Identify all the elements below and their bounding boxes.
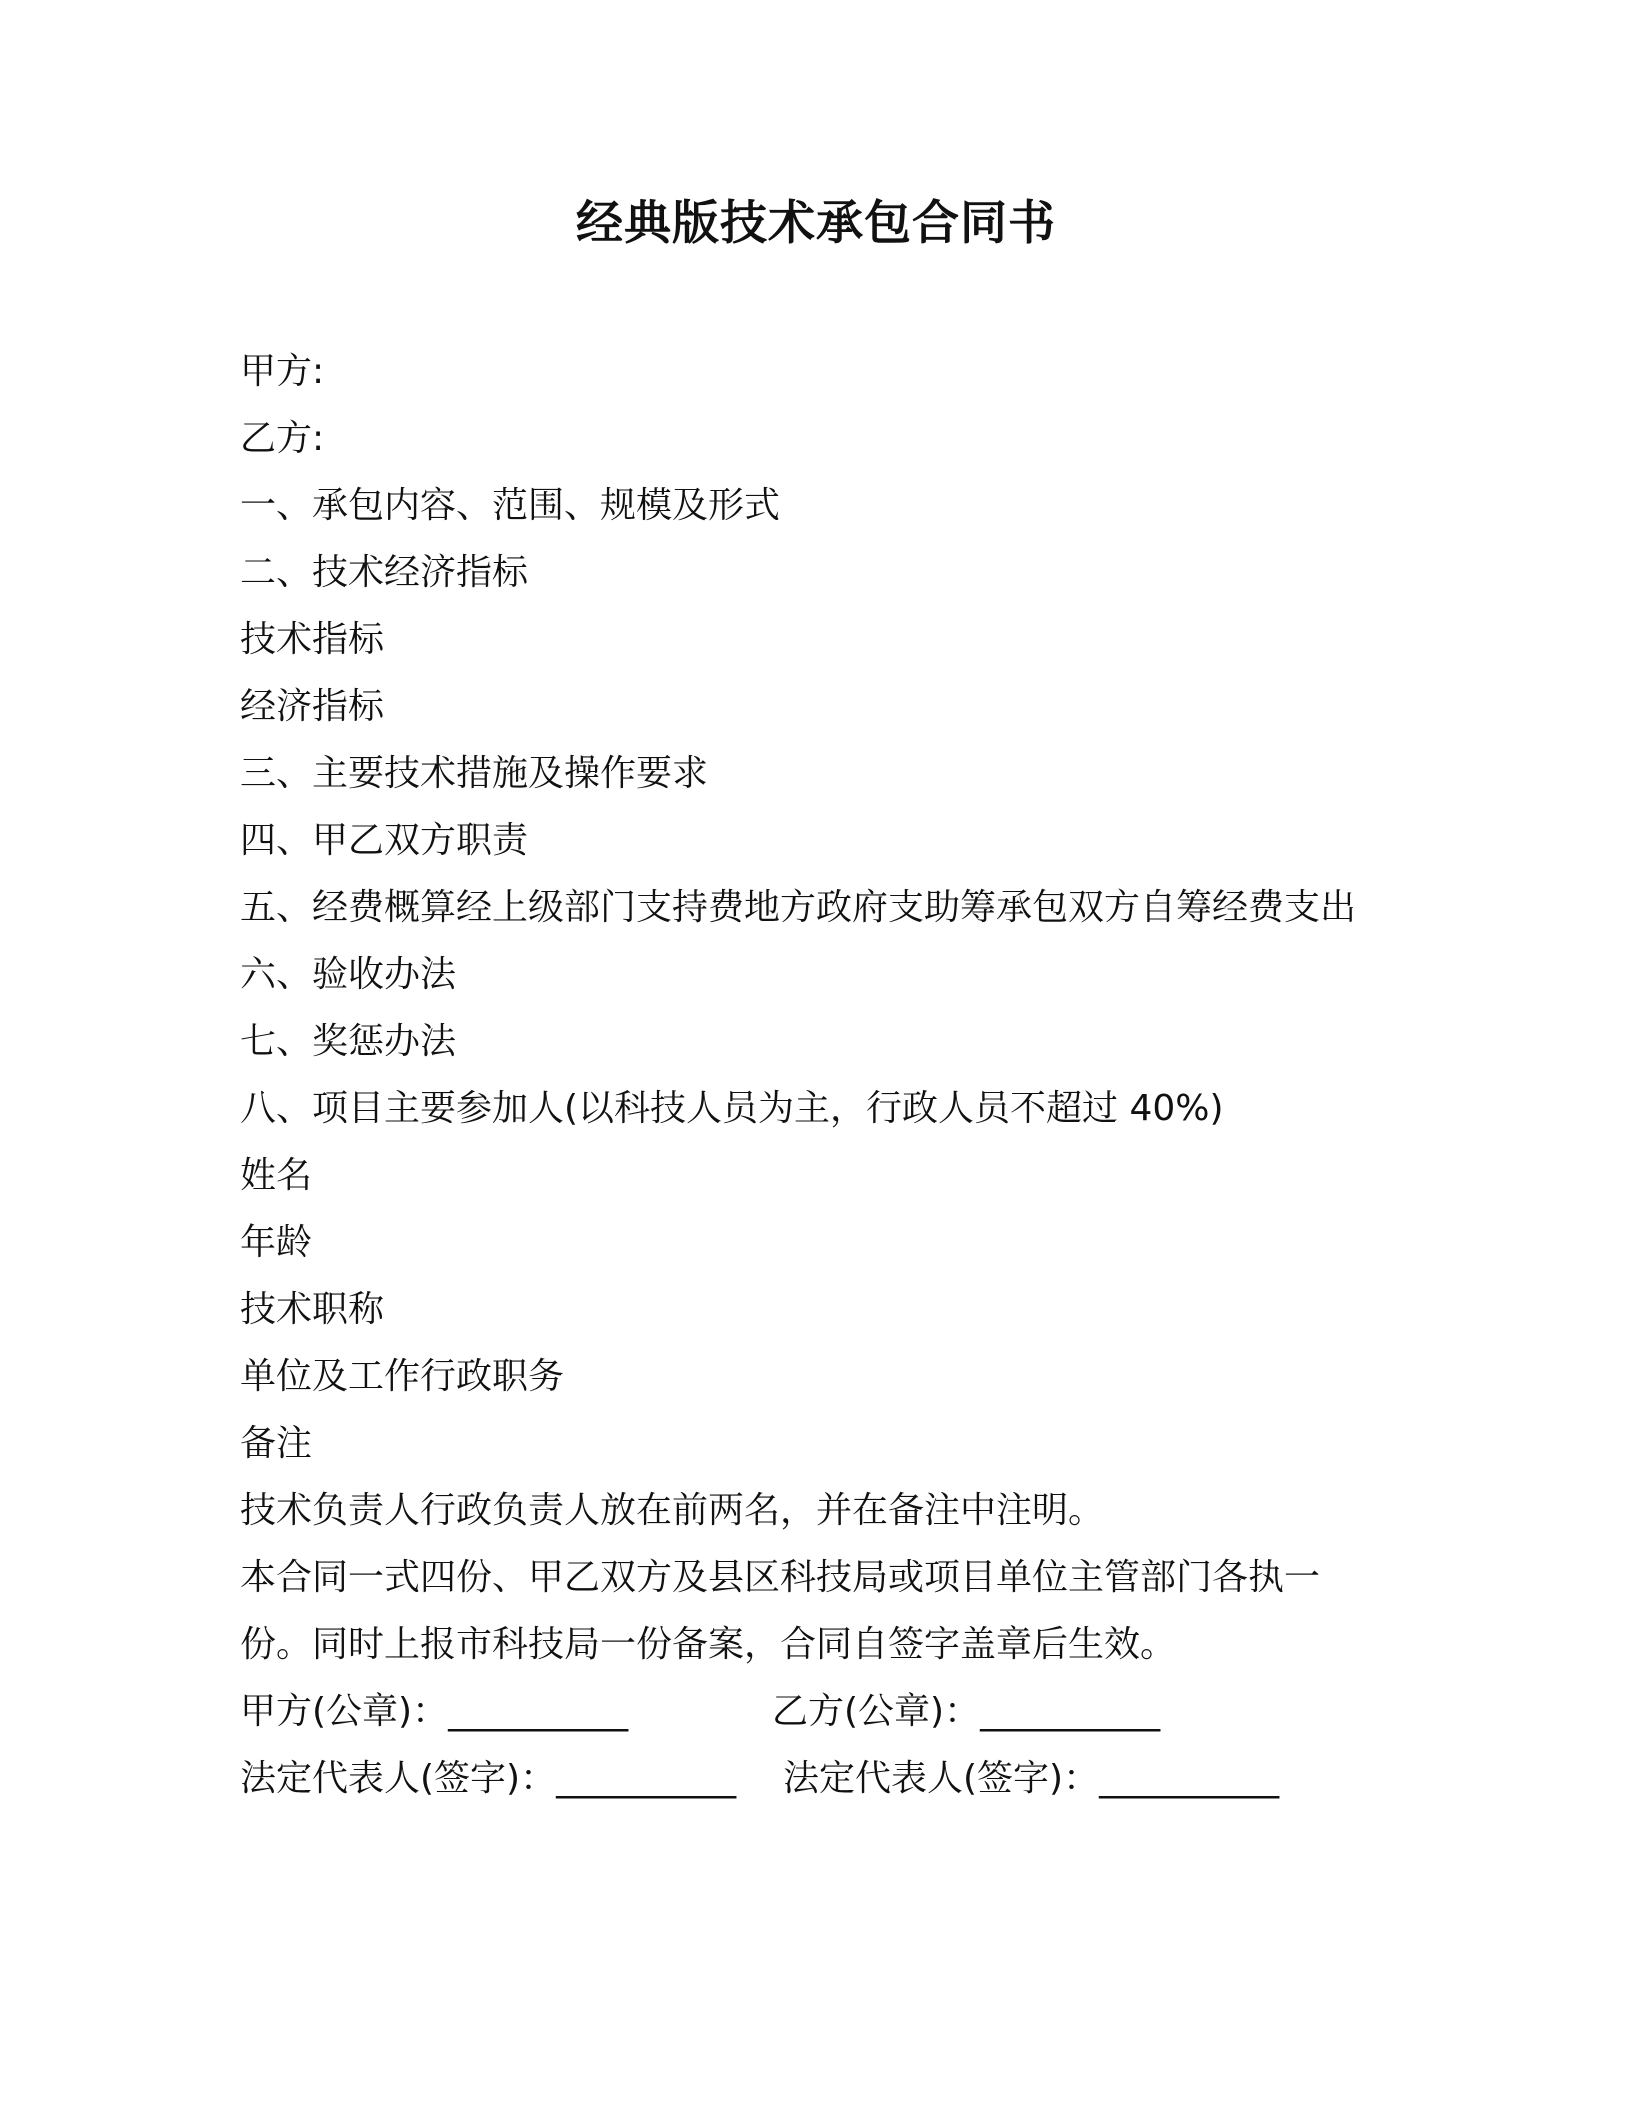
field-technical-title: 技术职称	[240, 1289, 385, 1330]
section-3-heading: 三、主要技术措施及操作要求	[240, 753, 709, 794]
party-b-line: 乙方:	[240, 418, 325, 459]
section-8-heading: 八、项目主要参加人(以科技人员为主，行政人员不超过 40%)	[240, 1088, 1224, 1129]
field-unit-position: 单位及工作行政职务	[240, 1356, 565, 1397]
field-age: 年龄	[240, 1222, 313, 1263]
section-2-heading: 二、技术经济指标	[240, 552, 529, 593]
section-7-heading: 七、奖惩办法	[240, 1021, 457, 1062]
document-title: 经典版技术承包合同书	[576, 196, 1056, 251]
field-name: 姓名	[240, 1155, 313, 1196]
section-5-heading: 五、经费概算经上级部门支持费地方政府支助筹承包双方自筹经费支出	[240, 887, 1357, 928]
party-a-line: 甲方:	[240, 351, 325, 392]
technical-indicators: 技术指标	[240, 619, 385, 660]
section-4-heading: 四、甲乙双方职责	[240, 820, 529, 861]
responsible-person-note: 技术负责人行政负责人放在前两名，并在备注中注明。	[240, 1490, 1105, 1531]
party-a-representative-field: 法定代表人(签字)：__________	[240, 1758, 737, 1799]
representative-row	[240, 1745, 1360, 1812]
section-1-heading: 一、承包内容、范围、规模及形式	[240, 485, 781, 526]
party-b-seal-field: 乙方(公章)：__________	[772, 1691, 1161, 1732]
seal-row	[240, 1678, 1360, 1745]
economic-indicators: 经济指标	[240, 686, 385, 727]
document-body	[240, 338, 1360, 1812]
section-6-heading: 六、验收办法	[240, 954, 457, 995]
contract-copies-note: 本合同一式四份、甲乙双方及县区科技局或项目单位主管部门各执一份。同时上报市科技局一份备案，合同自签字盖章后生效。	[240, 1557, 1321, 1665]
party-a-seal-field: 甲方(公章)：__________	[240, 1691, 629, 1732]
party-b-representative-field: 法定代表人(签字)：__________	[783, 1758, 1280, 1799]
field-remarks: 备注	[240, 1423, 313, 1464]
